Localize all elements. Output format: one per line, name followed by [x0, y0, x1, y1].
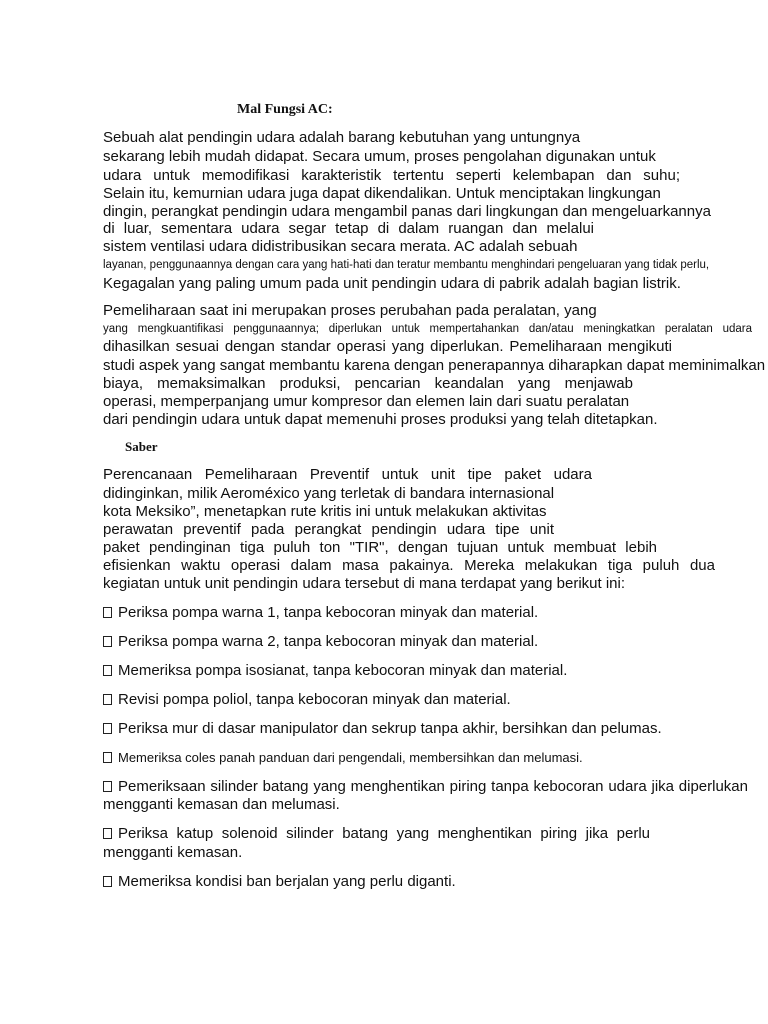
list-item-text: Memeriksa pompa isosianat, tanpa kebocoran minyak dan material.	[118, 662, 568, 679]
list-item-text: Revisi pompa poliol, tanpa kebocoran minyak dan material.	[118, 691, 511, 708]
bullet-box-icon	[103, 694, 112, 705]
paragraph-line: Perencanaan Pemeliharaan Preventif untuk unit tipe paket udara	[103, 466, 592, 483]
paragraph-line: sekarang lebih mudah didapat. Secara umum, proses pengolahan digunakan untuk	[103, 148, 656, 165]
paragraph-line: sistem ventilasi udara didistribusikan secara merata. AC adalah sebuah	[103, 238, 578, 255]
paragraph-line: dihasilkan sesuai dengan standar operasi yang diperlukan. Pemeliharaan mengikuti	[103, 338, 672, 355]
paragraph-line: Sebuah alat pendingin udara adalah barang kebutuhan yang untungnya	[103, 129, 581, 146]
section-heading: Saber	[125, 439, 158, 454]
paragraph-line: efisienkan waktu operasi dalam masa pakainya. Mereka melakukan tiga puluh dua	[103, 557, 715, 574]
paragraph-line: Selain itu, kemurnian udara juga dapat dikendalikan. Untuk menciptakan lingkungan	[103, 185, 661, 202]
paragraph-line: kegiatan untuk unit pendingin udara tersebut di mana terdapat yang berikut ini:	[103, 575, 626, 592]
bullet-box-icon	[103, 828, 112, 839]
document-title: Mal Fungsi AC:	[237, 102, 333, 117]
paragraph-line: perawatan preventif pada perangkat pendingin udara tipe unit	[103, 521, 554, 538]
paragraph-line: Pemeliharaan saat ini merupakan proses perubahan pada peralatan, yang	[103, 302, 597, 319]
list-item-continuation: mengganti kemasan.	[103, 844, 243, 861]
list-item	[103, 749, 583, 767]
bullet-box-icon	[103, 876, 112, 887]
paragraph-line: studi aspek yang sangat membantu karena dengan penerapannya diharapkan dapat meminimalkan	[103, 357, 766, 374]
list-item-text: Periksa pompa warna 1, tanpa kebocoran minyak dan material.	[118, 604, 539, 621]
paragraph-line: yang mengkuantifikasi penggunaannya; diperlukan untuk mempertahankan dan/atau meningkatkan peralatan udara	[103, 323, 752, 335]
paragraph-line: biaya, memaksimalkan produksi, pencarian keandalan yang menjawab	[103, 375, 633, 392]
list-item	[103, 633, 538, 651]
paragraph-line: dingin, perangkat pendingin udara mengambil panas dari lingkungan dan mengeluarkannya	[103, 203, 711, 220]
paragraph-line: udara untuk memodifikasi karakteristik tertentu seperti kelembapan dan suhu;	[103, 167, 680, 184]
paragraph-line: di luar, sementara udara segar tetap di dalam ruangan dan melalui	[103, 220, 594, 237]
list-item-text: Periksa katup solenoid silinder batang yang menghentikan piring jika perlu	[118, 825, 650, 842]
bullet-box-icon	[103, 636, 112, 647]
list-item-text: Pemeriksaan silinder batang yang menghentikan piring tanpa kebocoran udara jika diperlukan	[118, 778, 748, 795]
paragraph-line: dari pendingin udara untuk dapat memenuhi proses produksi yang telah ditetapkan.	[103, 411, 658, 428]
list-item	[103, 825, 650, 843]
list-item	[103, 873, 456, 891]
list-item	[103, 604, 538, 622]
list-item-text: Periksa mur di dasar manipulator dan sekrup tanpa akhir, bersihkan dan pelumas.	[118, 720, 662, 737]
list-item-text: Periksa pompa warna 2, tanpa kebocoran minyak dan material.	[118, 633, 539, 650]
list-item	[103, 720, 662, 738]
list-item	[103, 662, 567, 680]
paragraph-line: didinginkan, milik Aeroméxico yang terletak di bandara internasional	[103, 485, 555, 502]
paragraph-line: Kegagalan yang paling umum pada unit pendingin udara di pabrik adalah bagian listrik.	[103, 275, 681, 292]
paragraph-line: layanan, penggunaannya dengan cara yang hati-hati dan teratur membantu menghindari pengeluaran yang tidak perlu,	[103, 259, 710, 271]
bullet-box-icon	[103, 665, 112, 676]
list-item-continuation: mengganti kemasan dan melumasi.	[103, 796, 340, 813]
list-item-text: Memeriksa kondisi ban berjalan yang perlu diganti.	[118, 873, 456, 890]
bullet-box-icon	[103, 607, 112, 618]
bullet-box-icon	[103, 752, 112, 763]
paragraph-line: kota Meksiko”, menetapkan rute kritis ini untuk melakukan aktivitas	[103, 503, 547, 520]
list-item-text: Memeriksa coles panah panduan dari pengendali, membersihkan dan melumasi.	[118, 750, 583, 765]
bullet-box-icon	[103, 723, 112, 734]
paragraph-line: paket pendinginan tiga puluh ton "TIR", dengan tujuan untuk membuat lebih	[103, 539, 657, 556]
paragraph-line: operasi, memperpanjang umur kompresor dan elemen lain dari suatu peralatan	[103, 393, 630, 410]
list-item	[103, 691, 511, 709]
bullet-box-icon	[103, 781, 112, 792]
list-item	[103, 778, 748, 796]
